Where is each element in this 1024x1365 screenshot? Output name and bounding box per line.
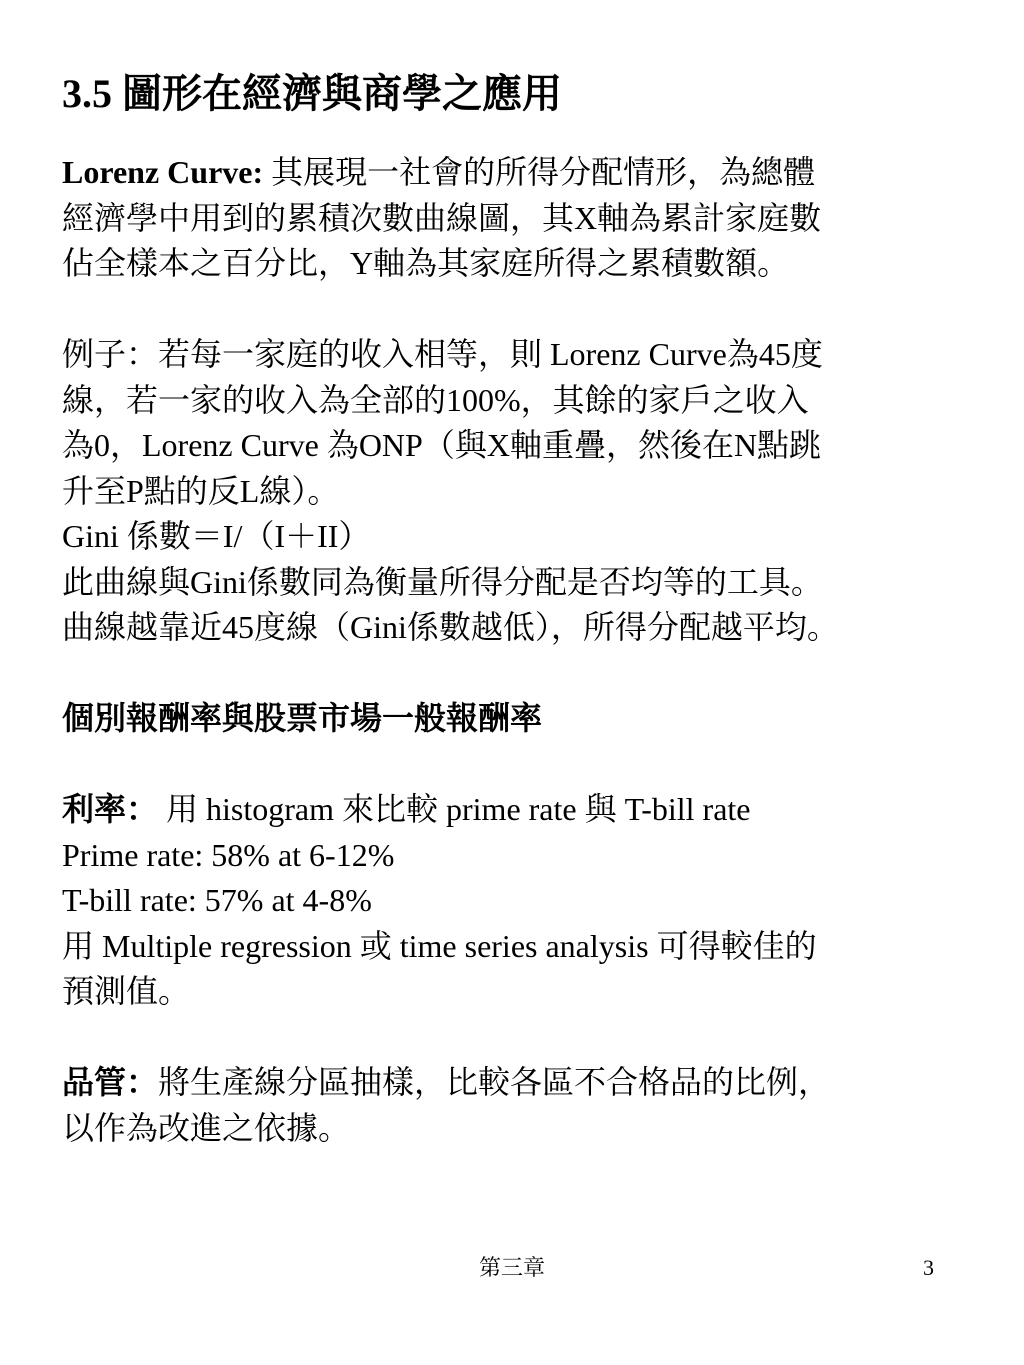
lorenz-label: Lorenz Curve:: [62, 154, 264, 190]
slide-content: [62, 66, 1002, 1151]
spacer: [62, 287, 1002, 333]
lorenz-line-3: 佔全樣本之百分比，Y軸為其家庭所得之累積數額。: [62, 245, 790, 281]
lorenz-line-1: [62, 150, 1002, 196]
returns-heading: 個別報酬率與股票市場一般報酬率: [62, 700, 543, 736]
spacer: [62, 1015, 1002, 1061]
quality-line-2: 以作為改進之依據。: [62, 1109, 351, 1146]
quality-text-1: 將生產線分區抽樣，比較各區不合格品的比例，: [158, 1064, 831, 1100]
example-line-2: 線，若一家的收入為全部的100%，其餘的家戶之收入: [62, 381, 809, 418]
gini-formula: Gini 係數＝I/（I＋II）: [62, 518, 371, 554]
slide-title: 3.5 圖形在經濟與商學之應用: [62, 71, 562, 116]
lorenz-text-1: 其展現一社會的所得分配情形，為總體: [263, 154, 816, 190]
quality-paragraph: [62, 1060, 1002, 1151]
returns-heading-block: [62, 696, 1002, 742]
spacer: [62, 742, 1002, 788]
quality-label: 品管：: [62, 1064, 159, 1100]
lorenz-line-2: 經濟學中用到的累積次數曲線圖，其X軸為累計家庭數: [62, 199, 822, 236]
spacer: [62, 651, 1002, 697]
example-paragraph: [62, 332, 1002, 651]
interest-label: 利率：: [62, 791, 159, 827]
interest-line-5: 預測值。: [62, 973, 191, 1009]
example-line-3: 為0，Lorenz Curve 為ONP（與X軸重疊，然後在N點跳: [62, 427, 822, 463]
tbill-rate-line: T-bill rate: 57% at 4-8%: [62, 882, 372, 918]
interest-text-1: 用 histogram 來比較 prime rate 與 T-bill rate: [158, 791, 751, 827]
interest-paragraph: [62, 787, 1002, 1015]
footer-chapter: 第三章: [478, 1255, 545, 1280]
prime-rate-line: Prime rate: 58% at 6-12%: [62, 836, 395, 873]
example-line-7: 曲線越靠近45度線（Gini係數越低），所得分配越平均。: [62, 609, 839, 645]
example-line-6: 此曲線與Gini係數同為衡量所得分配是否均等的工具。: [62, 563, 823, 600]
interest-line-4: 用 Multiple regression 或 time series analysis 可得較佳的: [62, 927, 817, 964]
lorenz-paragraph: [62, 150, 1002, 287]
footer-page-number: 3: [923, 1255, 934, 1280]
example-line-1: 例子：若每一家庭的收入相等，則 Lorenz Curve為45度: [62, 336, 823, 372]
example-line-4: 升至P點的反L線）。: [62, 472, 340, 509]
quality-line-1: [62, 1060, 1002, 1106]
interest-line-1: [62, 787, 1002, 833]
